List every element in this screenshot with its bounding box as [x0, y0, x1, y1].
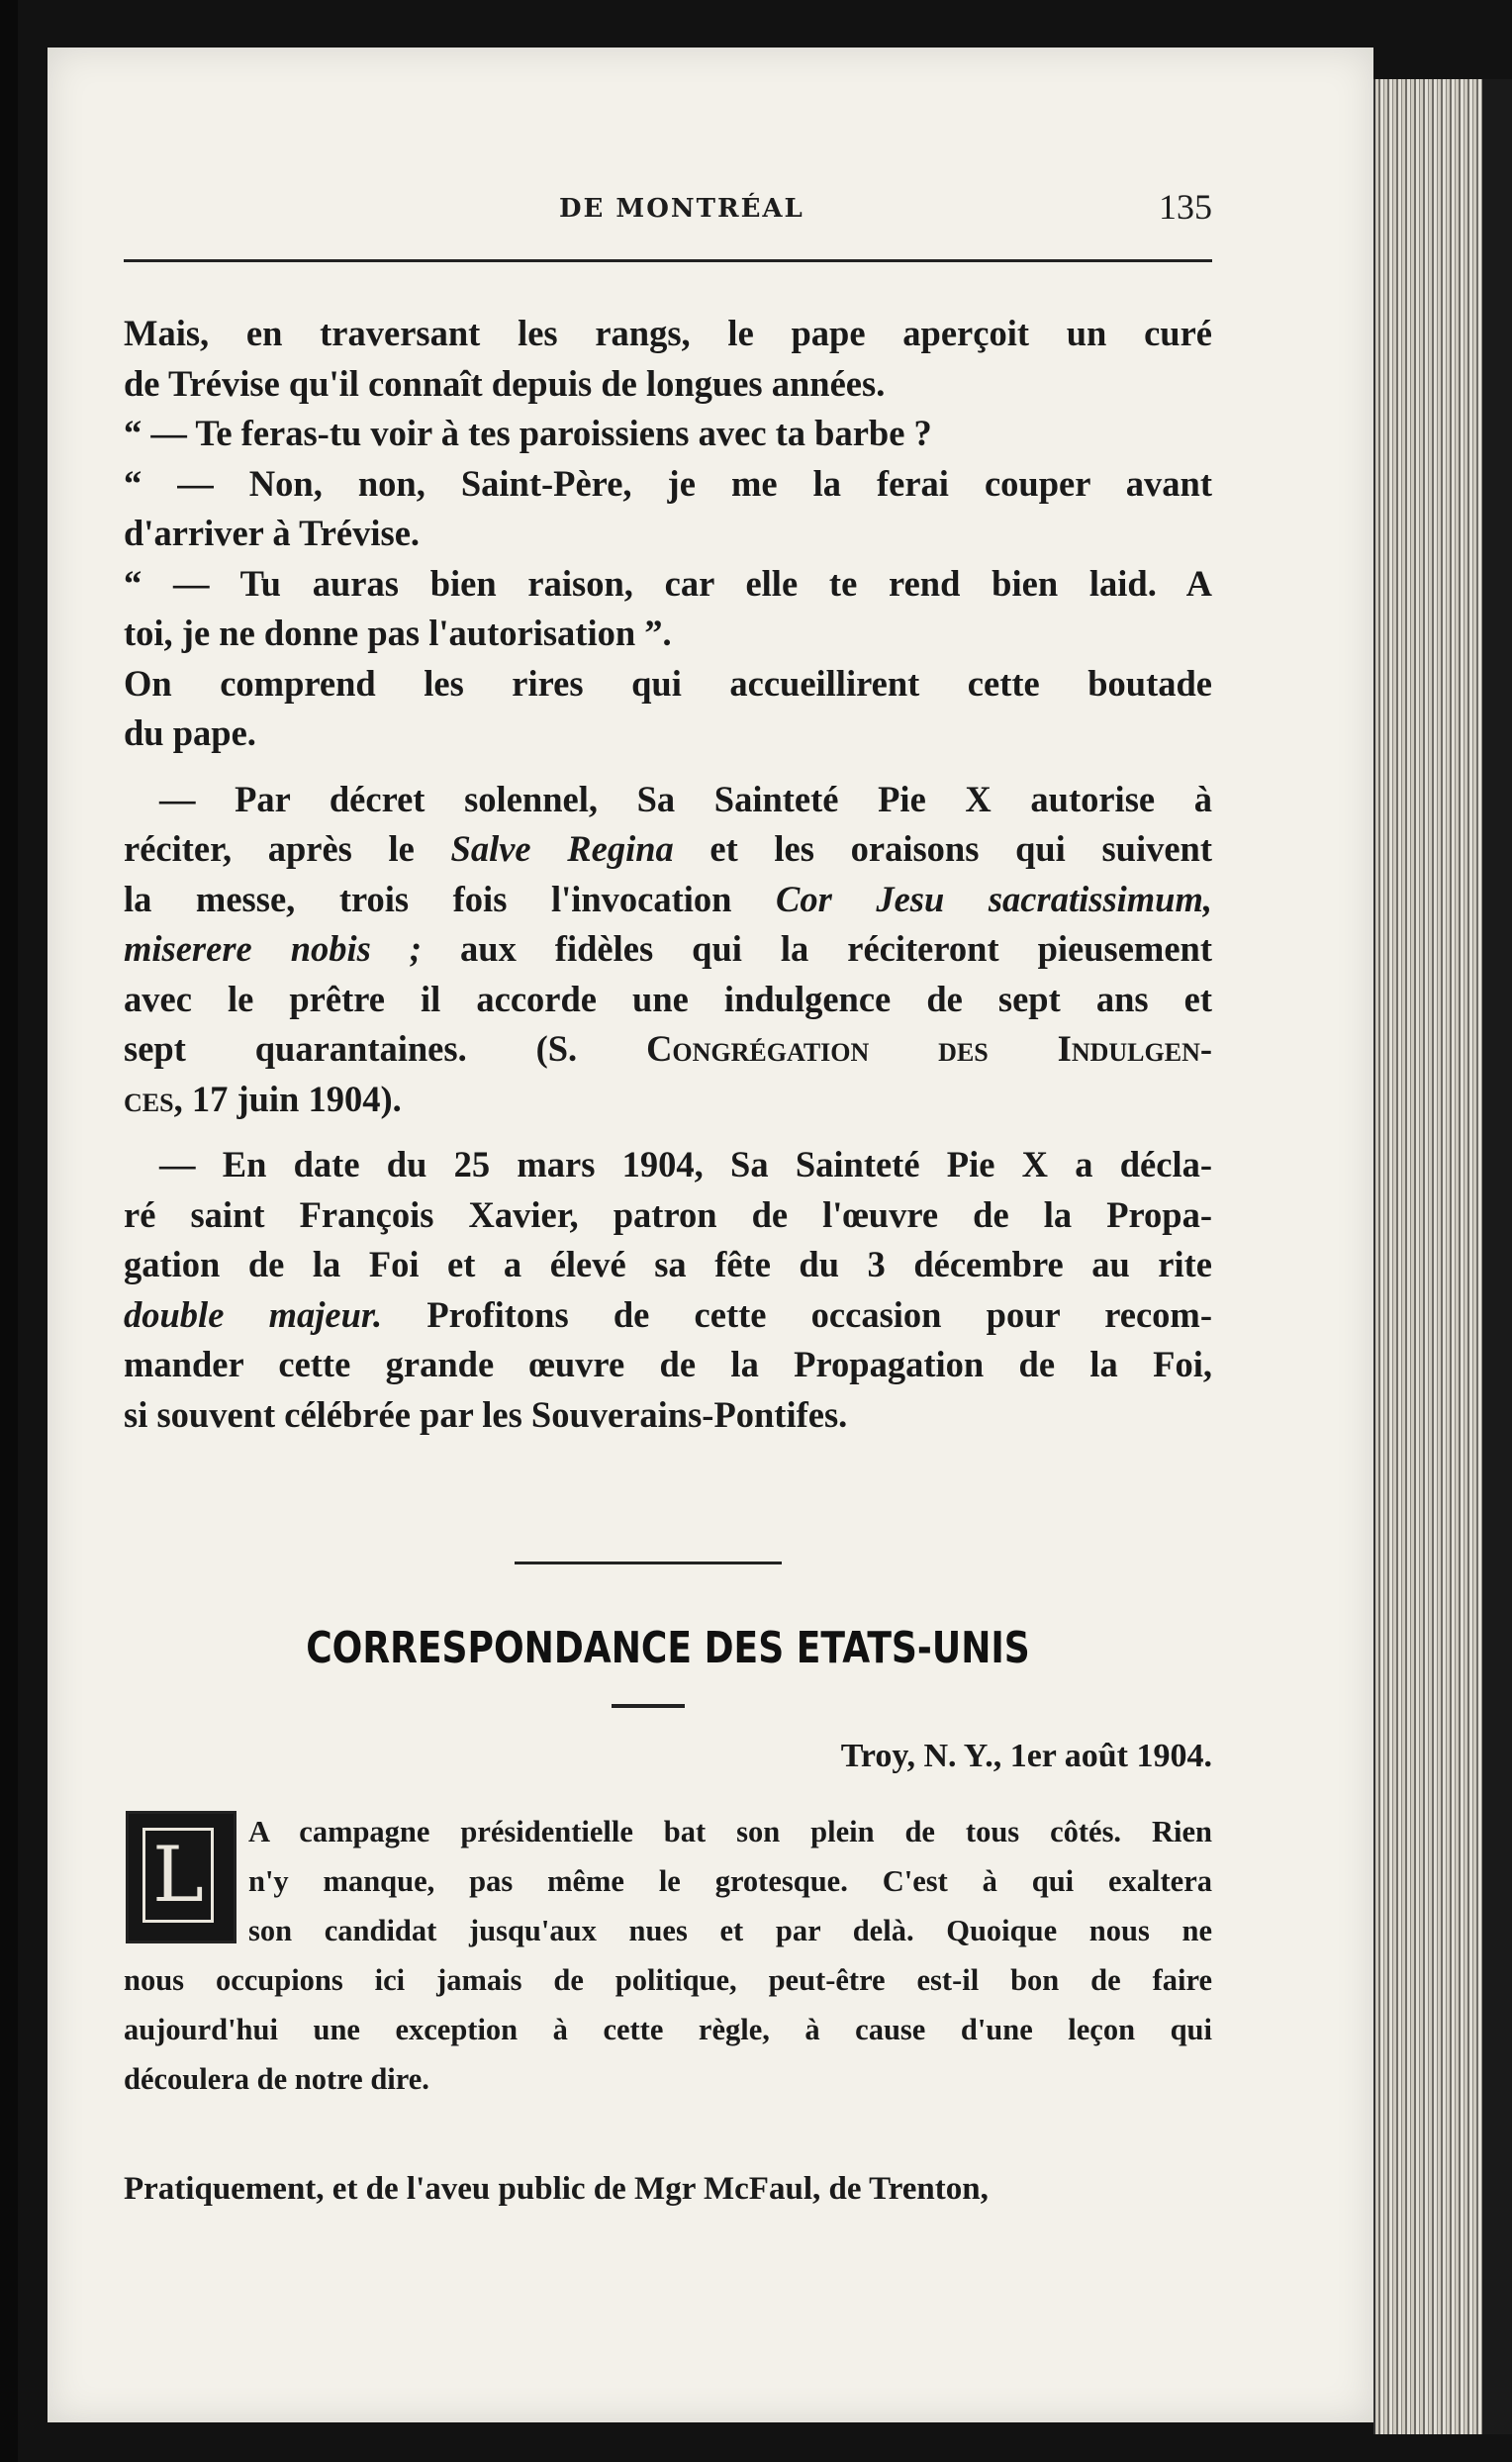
scan-right-edge	[1482, 79, 1512, 2434]
section-divider	[515, 1562, 782, 1564]
text-line: nous occupions ici jamais de politique, peut-être est-il bon de faire	[124, 1963, 1212, 1997]
text-line: aujourd'hui une exception à cette règle, à cause d'une leçon qui	[124, 2013, 1212, 2046]
text-line	[124, 824, 1212, 875]
page-edges	[1373, 79, 1484, 2434]
letter-text	[124, 1807, 1212, 2104]
paragraph-5	[124, 659, 1212, 759]
text-line	[124, 1290, 1212, 1341]
page-number: 135	[1159, 187, 1212, 227]
paragraph-1	[124, 309, 1212, 409]
text-line	[124, 1024, 1212, 1075]
text-run: Profitons de cette occasion pour recom-	[382, 1293, 1212, 1335]
running-head	[124, 187, 1212, 234]
paragraph-4	[124, 559, 1212, 659]
text-line: de Trévise qu'il connaît depuis de longues années.	[124, 362, 886, 404]
italic-run: miserere nobis ;	[124, 928, 423, 969]
italic-run: double majeur.	[124, 1293, 383, 1335]
text-line: A campagne présidentielle bat son plein de tous côtés. Rien	[248, 1815, 1212, 1848]
text-line: d'arriver à Trévise.	[124, 513, 421, 553]
dateline: Troy, N. Y., 1er août 1904.	[840, 1738, 1212, 1774]
text-line: si souvent célébrée par les Souverains-Pontifes.	[124, 1393, 848, 1435]
text-line: — Par décret solennel, Sa Sainteté Pie X autorise à	[159, 778, 1212, 819]
italic-run: Salve Regina	[450, 828, 674, 869]
dropcap-letter: L	[142, 1828, 214, 1923]
text-line: Pratiquement, et de l'aveu public de Mgr McFaul, de Trenton,	[124, 2171, 989, 2207]
text-line: “ — Tu auras bien raison, car elle te rend bien laid. A	[124, 562, 1212, 604]
text-run: , 17 juin 1904).	[173, 1078, 402, 1119]
text-line	[124, 1075, 1212, 1125]
paragraph-6	[124, 775, 1212, 1125]
text-run: sept quarantaines. (S.	[124, 1028, 647, 1069]
text-line: — En date du 25 mars 1904, Sa Sainteté Pie X a décla-	[159, 1144, 1212, 1184]
paragraph-2	[124, 409, 1212, 459]
text-line: mander cette grande œuvre de la Propagation de la Foi,	[124, 1344, 1212, 1384]
running-title: DE MONTRÉAL	[559, 194, 804, 224]
paragraph-7	[124, 1140, 1212, 1440]
text-run: la messe, trois fois l'invocation	[124, 878, 777, 919]
title-underline	[612, 1704, 685, 1708]
italic-run: Cor Jesu sacratissimum,	[776, 878, 1213, 919]
text-line	[124, 875, 1212, 925]
text-line: n'y manque, pas même le grotesque. C'est à qui exaltera	[248, 1864, 1212, 1898]
text-line	[124, 924, 1212, 975]
paragraph-3	[124, 459, 1212, 559]
text-line: avec le prêtre il accorde une indulgence de sept ans et	[124, 978, 1212, 1019]
text-line: découlera de notre dire.	[124, 2062, 429, 2096]
text-run: réciter, après le	[124, 828, 451, 869]
smallcaps-run: Congrégation des Indulgen-	[646, 1028, 1212, 1069]
body-text	[124, 309, 1212, 1440]
scan-left-edge	[0, 0, 18, 2462]
text-line: ré saint François Xavier, patron de l'œuvre de la Propa-	[124, 1193, 1212, 1235]
text-line: gation de la Foi et a élevé sa fête du 3 décembre au rite	[124, 1244, 1212, 1284]
header-rule	[124, 259, 1212, 262]
text-run: aux fidèles qui la réciteront pieusement	[422, 928, 1212, 969]
text-run: et les oraisons qui suivent	[673, 828, 1213, 869]
text-line: On comprend les rires qui accueillirent cette boutade	[124, 662, 1212, 704]
text-line: du pape.	[124, 712, 256, 753]
smallcaps-run: ces	[124, 1078, 174, 1119]
text-line: toi, je ne donne pas l'autorisation ”.	[124, 613, 672, 653]
text-line: son candidat jusqu'aux nues et par delà. Quoique nous ne	[248, 1914, 1212, 1947]
text-line: “ — Te feras-tu voir à tes paroissiens avec ta barbe ?	[124, 413, 932, 453]
text-line: “ — Non, non, Saint-Père, je me la ferai couper avant	[124, 462, 1212, 504]
section-title: CORRESPONDANCE DES ETATS-UNIS	[306, 1623, 1030, 1673]
text-line: Mais, en traversant les rangs, le pape aperçoit un curé	[124, 313, 1212, 353]
